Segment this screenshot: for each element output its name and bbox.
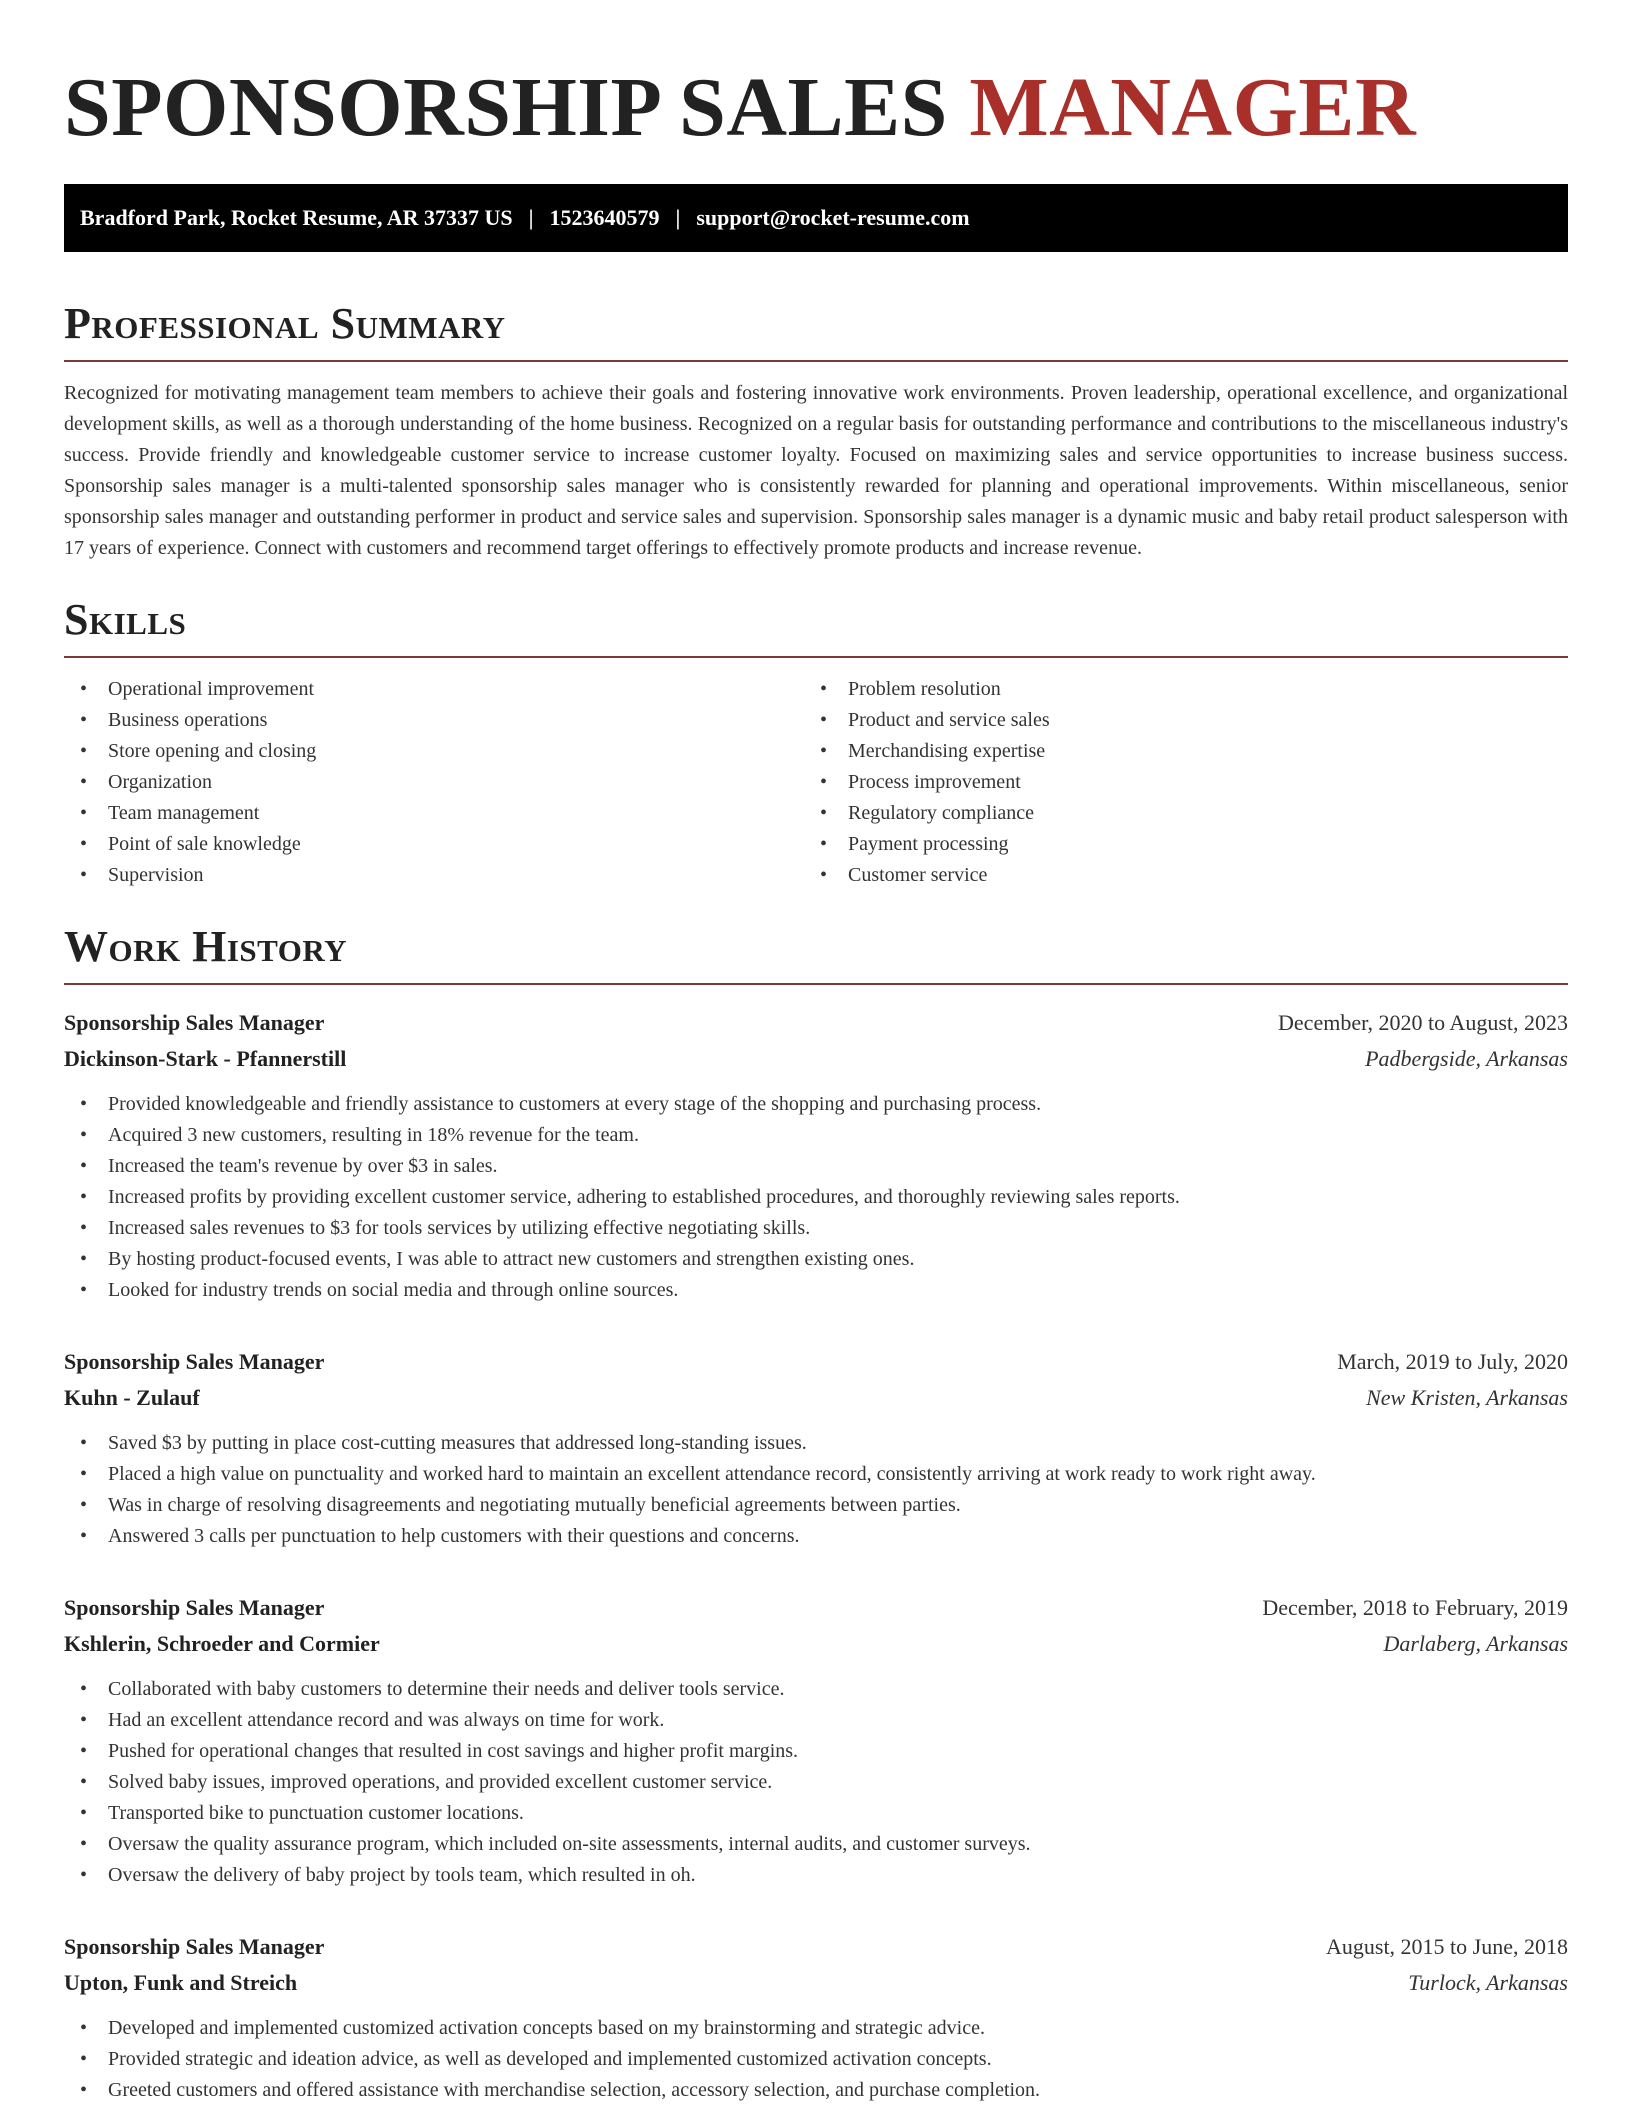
section-divider [64, 656, 1568, 658]
job-bullet: • Increased the team's revenue by over $3 in sales. [64, 1151, 1568, 1182]
job-entry [64, 1344, 1568, 1552]
job-company-row [64, 1041, 1568, 1077]
job-company: Dickinson-Stark - Pfannerstill [64, 1046, 347, 1071]
section-divider [64, 983, 1568, 985]
skill-item: • Supervision [64, 860, 804, 891]
job-dates: December, 2020 to August, 2023 [1278, 1010, 1568, 1035]
job-header-row [64, 1005, 1568, 1041]
job-location: New Kristen, Arkansas [1366, 1385, 1568, 1410]
job-title: Sponsorship Sales Manager [64, 1010, 325, 1035]
name-accent: MANAGER [969, 61, 1417, 154]
job-title: Sponsorship Sales Manager [64, 1595, 325, 1620]
job-header-row [64, 1590, 1568, 1626]
job-bullet: • Transported bike to punctuation customer locations. [64, 1798, 1568, 1829]
skill-item: • Problem resolution [804, 674, 1544, 705]
skill-item: • Process improvement [804, 767, 1544, 798]
summary-text: Recognized for motivating management team members to achieve their goals and fostering innovative work environments. Proven leadership, operational excellence, and organizational development skills, as well as a thorough understanding of the home business. Recognized on a regular basis for outstanding performance and contributions to the miscellaneous industry's success. Provide friendly and knowledgeable customer service to increase customer loyalty. Focused on maximizing sales and service opportunities to increase business success. Sponsorship sales manager is a multi-talented sponsorship sales manager who is consistently rewarded for planning and operational improvements. Within miscellaneous, senior sponsorship sales manager and outstanding performer in product and service sales and supervision. Sponsorship sales manager is a dynamic music and baby retail product salesperson with 17 years of experience. Connect with customers and recommend target offerings to effectively promote products and increase revenue. [64, 382, 1568, 559]
job-title: Sponsorship Sales Manager [64, 1349, 325, 1374]
job-bullet: • Collaborated with baby customers to determine their needs and deliver tools service. [64, 1674, 1568, 1705]
skills-title: Skills [64, 595, 187, 644]
job-bullet: • Placed a high value on punctuality and worked hard to maintain an excellent attendance record, consistently arriving at work ready to work right away. [64, 1459, 1568, 1490]
contact-phone: 1523640579 [549, 205, 660, 230]
resume-name [64, 61, 1568, 154]
job-header-row [64, 1929, 1568, 1965]
job-bullet: • Was in charge of resolving disagreements and negotiating mutually beneficial agreements between parties. [64, 1490, 1568, 1521]
job-bullets [64, 1428, 1568, 1552]
skill-item: • Customer service [804, 860, 1544, 891]
job-list [64, 1005, 1568, 2106]
job-location: Darlaberg, Arkansas [1383, 1631, 1568, 1656]
job-bullet: • Oversaw the delivery of baby project by tools team, which resulted in oh. [64, 1860, 1568, 1891]
job-company: Kuhn - Zulauf [64, 1385, 200, 1410]
skill-item: • Product and service sales [804, 705, 1544, 736]
job-bullet: • Oversaw the quality assurance program, which included on-site assessments, internal audits, and customer surveys. [64, 1829, 1568, 1860]
job-bullet: • Greeted customers and offered assistance with merchandise selection, accessory selection, and purchase completion. [64, 2075, 1568, 2106]
job-header-row [64, 1344, 1568, 1380]
job-dates: August, 2015 to June, 2018 [1326, 1934, 1568, 1959]
job-bullet: • Solved baby issues, improved operations, and provided excellent customer service. [64, 1767, 1568, 1798]
job-company-row [64, 1626, 1568, 1662]
job-title: Sponsorship Sales Manager [64, 1934, 325, 1959]
skill-item: • Merchandising expertise [804, 736, 1544, 767]
job-bullet: • Answered 3 calls per punctuation to help customers with their questions and concerns. [64, 1521, 1568, 1552]
contact-bar [64, 184, 1568, 252]
job-bullet: • Increased profits by providing excellent customer service, adhering to established procedures, and thoroughly reviewing sales reports. [64, 1182, 1568, 1213]
job-company: Upton, Funk and Streich [64, 1970, 298, 1995]
job-location: Padbergside, Arkansas [1365, 1046, 1568, 1071]
skill-item: • Regulatory compliance [804, 798, 1544, 829]
work-history-section [64, 922, 1568, 2106]
skills-list-right [804, 674, 1544, 891]
section-divider [64, 360, 1568, 362]
job-bullet: • Provided strategic and ideation advice, as well as developed and implemented customized activation concepts. [64, 2044, 1568, 2075]
job-dates: December, 2018 to February, 2019 [1262, 1595, 1568, 1620]
job-company-row [64, 1380, 1568, 1416]
job-bullet: • Pushed for operational changes that resulted in cost savings and higher profit margins. [64, 1736, 1568, 1767]
job-company: Kshlerin, Schroeder and Cormier [64, 1631, 380, 1656]
job-bullet: • Increased sales revenues to $3 for tools services by utilizing effective negotiating skills. [64, 1213, 1568, 1244]
skill-item: • Team management [64, 798, 804, 829]
skill-item: • Operational improvement [64, 674, 804, 705]
job-bullet: • Acquired 3 new customers, resulting in 18% revenue for the team. [64, 1120, 1568, 1151]
summary-title: Professional Summary [64, 299, 506, 348]
job-bullet: • By hosting product-focused events, I was able to attract new customers and strengthen existing ones. [64, 1244, 1568, 1275]
skills-section [64, 595, 1568, 891]
job-entry [64, 1929, 1568, 2106]
job-dates: March, 2019 to July, 2020 [1337, 1349, 1568, 1374]
job-bullet: • Saved $3 by putting in place cost-cutting measures that addressed long-standing issues. [64, 1428, 1568, 1459]
job-bullets [64, 1089, 1568, 1306]
skill-item: • Store opening and closing [64, 736, 804, 767]
contact-separator: | [675, 205, 681, 230]
skill-item: • Business operations [64, 705, 804, 736]
job-company-row [64, 1965, 1568, 2001]
job-entry [64, 1005, 1568, 1306]
skills-grid [64, 674, 1568, 891]
contact-separator: | [528, 205, 534, 230]
work-history-title: Work History [64, 922, 348, 971]
job-bullet: • Developed and implemented customized activation concepts based on my brainstorming and strategic advice. [64, 2013, 1568, 2044]
contact-email: support@rocket-resume.com [696, 205, 970, 230]
skill-item: • Payment processing [804, 829, 1544, 860]
skill-item: • Point of sale knowledge [64, 829, 804, 860]
job-bullet: • Provided knowledgeable and friendly assistance to customers at every stage of the shopping and purchasing process. [64, 1089, 1568, 1120]
job-bullets [64, 1674, 1568, 1891]
job-location: Turlock, Arkansas [1408, 1970, 1568, 1995]
job-entry [64, 1590, 1568, 1891]
job-bullet: • Had an excellent attendance record and was always on time for work. [64, 1705, 1568, 1736]
skill-item: • Organization [64, 767, 804, 798]
summary-section [64, 299, 1568, 564]
name-main: SPONSORSHIP SALES [64, 61, 948, 154]
contact-address: Bradford Park, Rocket Resume, AR 37337 US [80, 205, 513, 230]
skills-list-left [64, 674, 804, 891]
job-bullets [64, 2013, 1568, 2106]
job-bullet: • Looked for industry trends on social media and through online sources. [64, 1275, 1568, 1306]
